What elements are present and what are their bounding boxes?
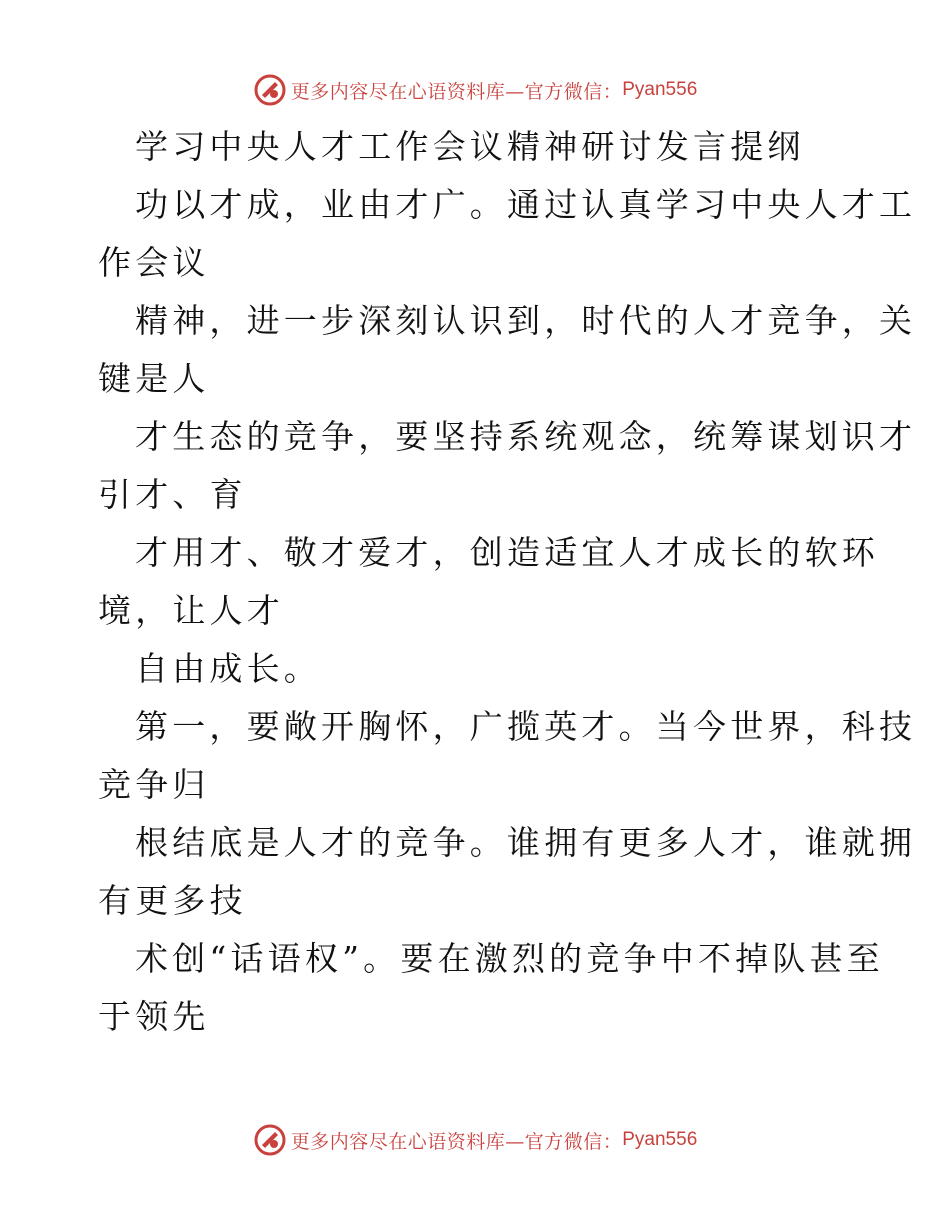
paragraph-line: 功以才成，业由才广。通过认真学习中央人才工	[135, 185, 917, 224]
header-banner	[0, 70, 950, 110]
paragraph-line: 才用才、敬才爱才，创造适宜人才成长的软环	[135, 533, 879, 572]
document-body	[98, 118, 917, 1046]
paragraph-line: 引才、育	[98, 475, 247, 514]
paragraph-line: 有更多技	[98, 881, 247, 920]
red-seal-logo-icon	[253, 73, 287, 107]
paragraph-line: 自由成长。	[135, 649, 321, 688]
paragraph-line: 竞争归	[98, 765, 210, 804]
banner-wechat-id: Pyan556	[622, 79, 698, 100]
paragraph-line: 精神，进一步深刻认识到，时代的人才竞争，关	[135, 301, 917, 340]
paragraph-line: 第一，要敞开胸怀，广揽英才。当今世界，科技	[135, 707, 917, 746]
paragraph-line: 于领先	[98, 997, 210, 1036]
paragraph-line: 作会议	[98, 243, 210, 282]
banner-text: 更多内容尽在心语资料库—官方微信：	[290, 80, 623, 103]
paragraph-line: 键是人	[98, 359, 210, 398]
banner-text: 更多内容尽在心语资料库—官方微信：	[290, 1130, 623, 1153]
footer-banner	[0, 1120, 950, 1160]
document-title: 学习中央人才工作会议精神研讨发言提纲	[135, 127, 805, 166]
paragraph-line: 根结底是人才的竞争。谁拥有更多人才，谁就拥	[135, 823, 917, 862]
paragraph-line: 才生态的竞争，要坚持系统观念，统筹谋划识才	[135, 417, 917, 456]
banner-wechat-id: Pyan556	[622, 1129, 698, 1150]
paragraph-line: 境，让人才	[98, 591, 284, 630]
red-seal-logo-icon	[253, 1123, 287, 1157]
paragraph-line: 术创“话语权”。要在激烈的竞争中不掉队甚至	[135, 939, 884, 978]
